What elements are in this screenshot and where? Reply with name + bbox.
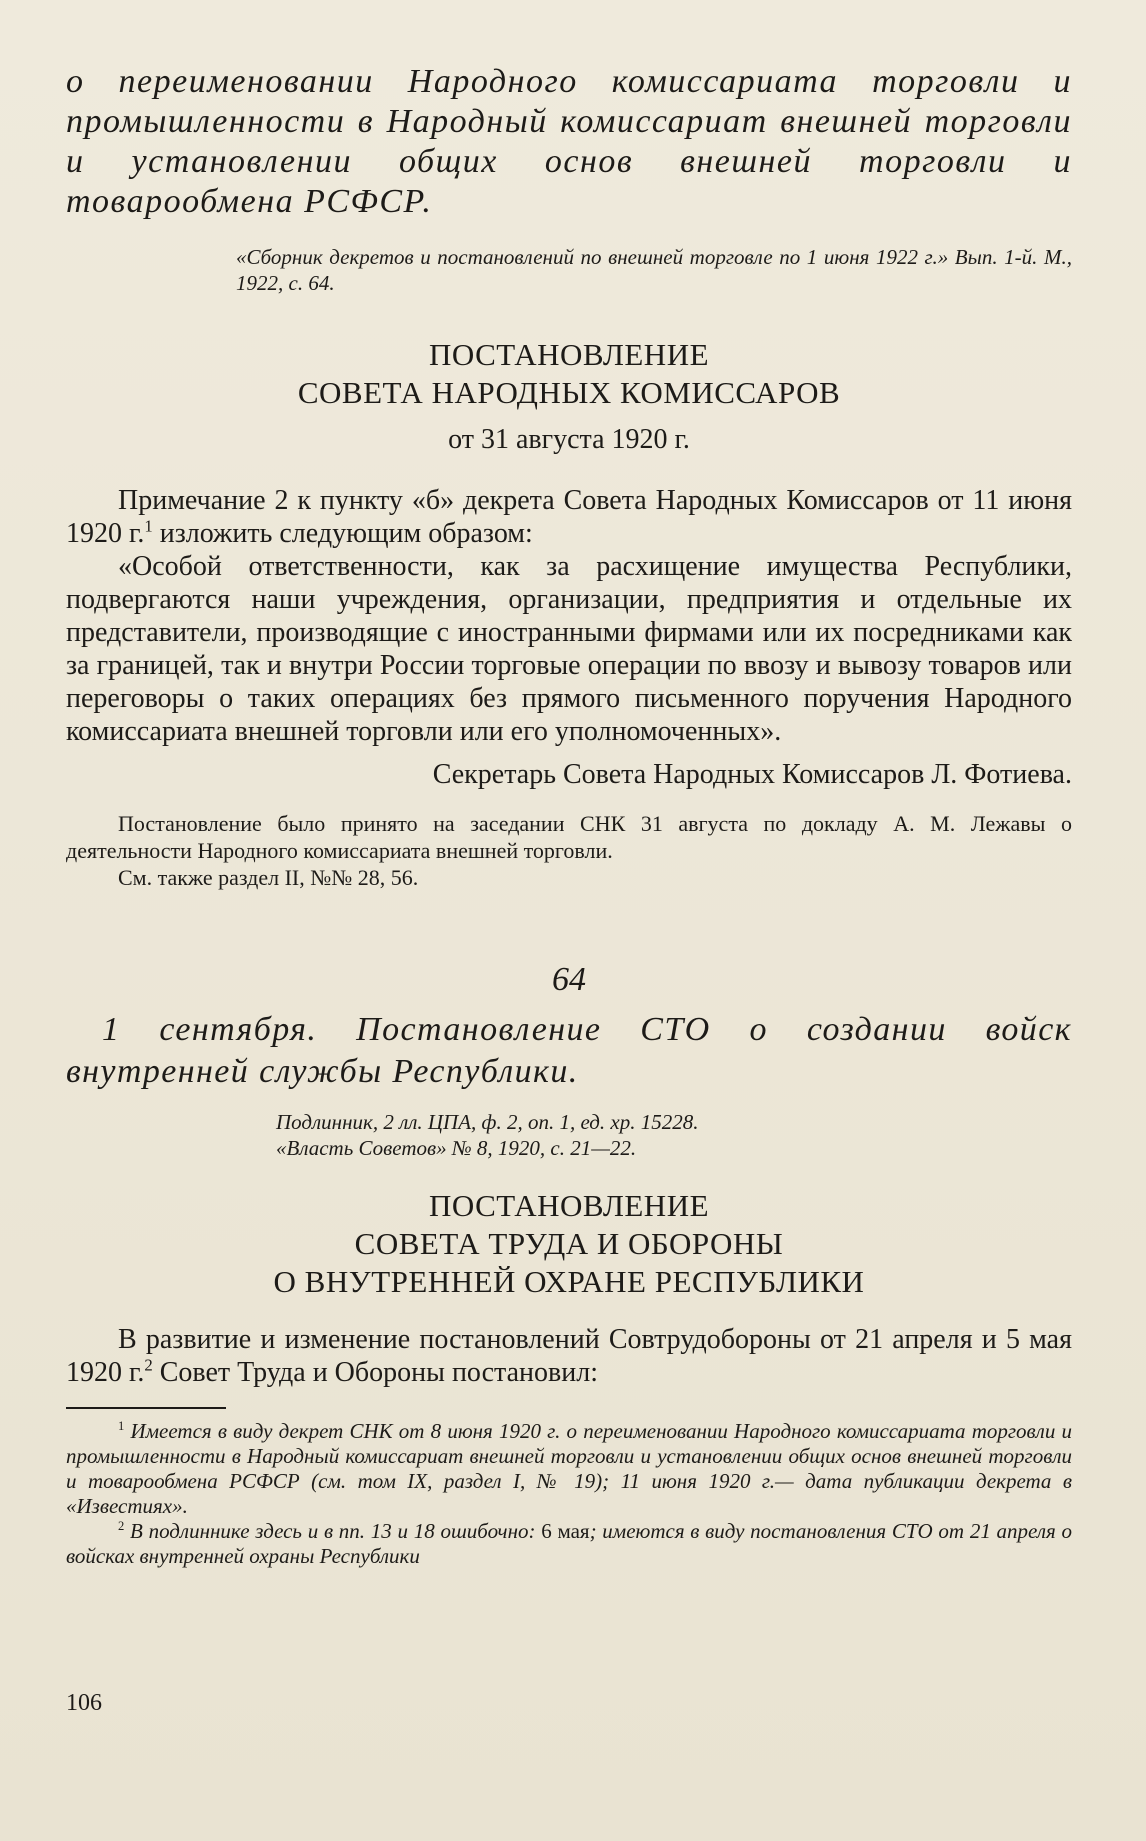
document-heading: 1 сентября. Постановление СТО о создании войск внутренней службы Республики.: [66, 1011, 1072, 1090]
body-paragraph: [66, 1323, 1072, 1389]
footnote-marker: 2: [144, 1355, 153, 1375]
body-text: Совет Труда и Обороны постановил:: [152, 1357, 598, 1388]
document-title-block: [66, 336, 1072, 458]
footnote-divider: [66, 1407, 226, 1409]
page-number: 106: [66, 1690, 102, 1716]
body-text: В развитие и изменение постановлений Совтрудобороны от 21 апреля и 5 мая 1920 г.: [66, 1324, 1072, 1388]
footnotes: [66, 1407, 1072, 1569]
document-title-line: СОВЕТА НАРОДНЫХ КОМИССАРОВ: [297, 375, 841, 410]
document-1: [66, 62, 1072, 891]
document-heading: о переименовании Народного комиссариата торговли и промышленности в Народный комиссариат внешней торговли и установлении общих основ внешней торговли и товарообмена РСФСР.: [66, 63, 1072, 220]
source-line: «Власть Советов» № 8, 1920, с. 21—22.: [276, 1136, 637, 1160]
footnote: [66, 1419, 1072, 1519]
document-title-line: ПОСТАНОВЛЕНИЕ: [428, 337, 710, 372]
document-title-line: СОВЕТА ТРУДА И ОБОРОНЫ: [354, 1226, 784, 1261]
source-citation: [66, 1109, 1072, 1161]
footnote-marker: 1: [118, 1419, 125, 1433]
document-number: 64: [552, 961, 586, 998]
footnote-text: 6 мая: [541, 1519, 590, 1543]
body-paragraph: [66, 484, 1072, 550]
document-title-line: ПОСТАНОВЛЕНИЕ: [428, 1188, 710, 1223]
document-body: [66, 484, 1072, 792]
body-text: изложить следующим образом:: [152, 518, 533, 549]
source-line: Подлинник, 2 лл. ЦПА, ф. 2, оп. 1, ед. хр. 15228.: [276, 1110, 699, 1134]
footnote-marker: 1: [144, 516, 153, 536]
footnote-text: Имеется в виду декрет СНК от 8 июня 1920 г. о переименовании Народного комиссариата торговли и промышленности в Народный комиссариат внешней торговли и установлении общих основ внешней торговли и товарообмена РСФСР (см. том IX, раздел I, № 19); 11 июня 1920 г.— дата публикации декрета в «Известиях».: [66, 1419, 1072, 1518]
document-2: [66, 961, 1072, 1389]
editorial-note: Постановление было принято на заседании СНК 31 августа по докладу А. М. Лежавы о деятельности Народного комиссариата внешней торговли.: [66, 811, 1072, 863]
footnote-text: ; имеются в виду постановления СТО от 21 апреля о войсках внутренней охраны Республики: [66, 1519, 1072, 1568]
footnote-marker: 2: [118, 1519, 125, 1533]
source-citation: «Сборник декретов и постановлений по внешней торговле по 1 июня 1922 г.» Вып. 1-й. М., 1922, с. 64.: [236, 245, 1072, 295]
editorial-note: См. также раздел II, №№ 28, 56.: [118, 865, 419, 890]
signature: Секретарь Совета Народных Комиссаров Л. Фотиева.: [432, 759, 1072, 790]
body-text: Примечание 2 к пункту «б» декрета Совета Народных Комиссаров от 11 июня 1920 г.: [66, 485, 1072, 549]
document-date: от 31 августа 1920 г.: [448, 424, 690, 455]
document-title-line: О ВНУТРЕННЕЙ ОХРАНЕ РЕСПУБЛИКИ: [273, 1264, 865, 1299]
editorial-notes: [66, 810, 1072, 891]
document-title-block: [66, 1187, 1072, 1301]
footnote-text: В подлиннике здесь и в пп. 13 и 18 ошибочно:: [130, 1519, 542, 1543]
footnote: [66, 1519, 1072, 1569]
body-paragraph: «Особой ответственности, как за расхищение имущества Республики, подвергаются наши учреждения, организации, предприятия и отдельные их представители, производящие с иностранными фирмами или их посредниками как за границей, так и внутри России торговые операции по ввозу и вывозу товаров или переговоры о таких операциях без прямого письменного поручения Народного комиссариата внешней торговли или его уполномоченных».: [66, 551, 1072, 747]
